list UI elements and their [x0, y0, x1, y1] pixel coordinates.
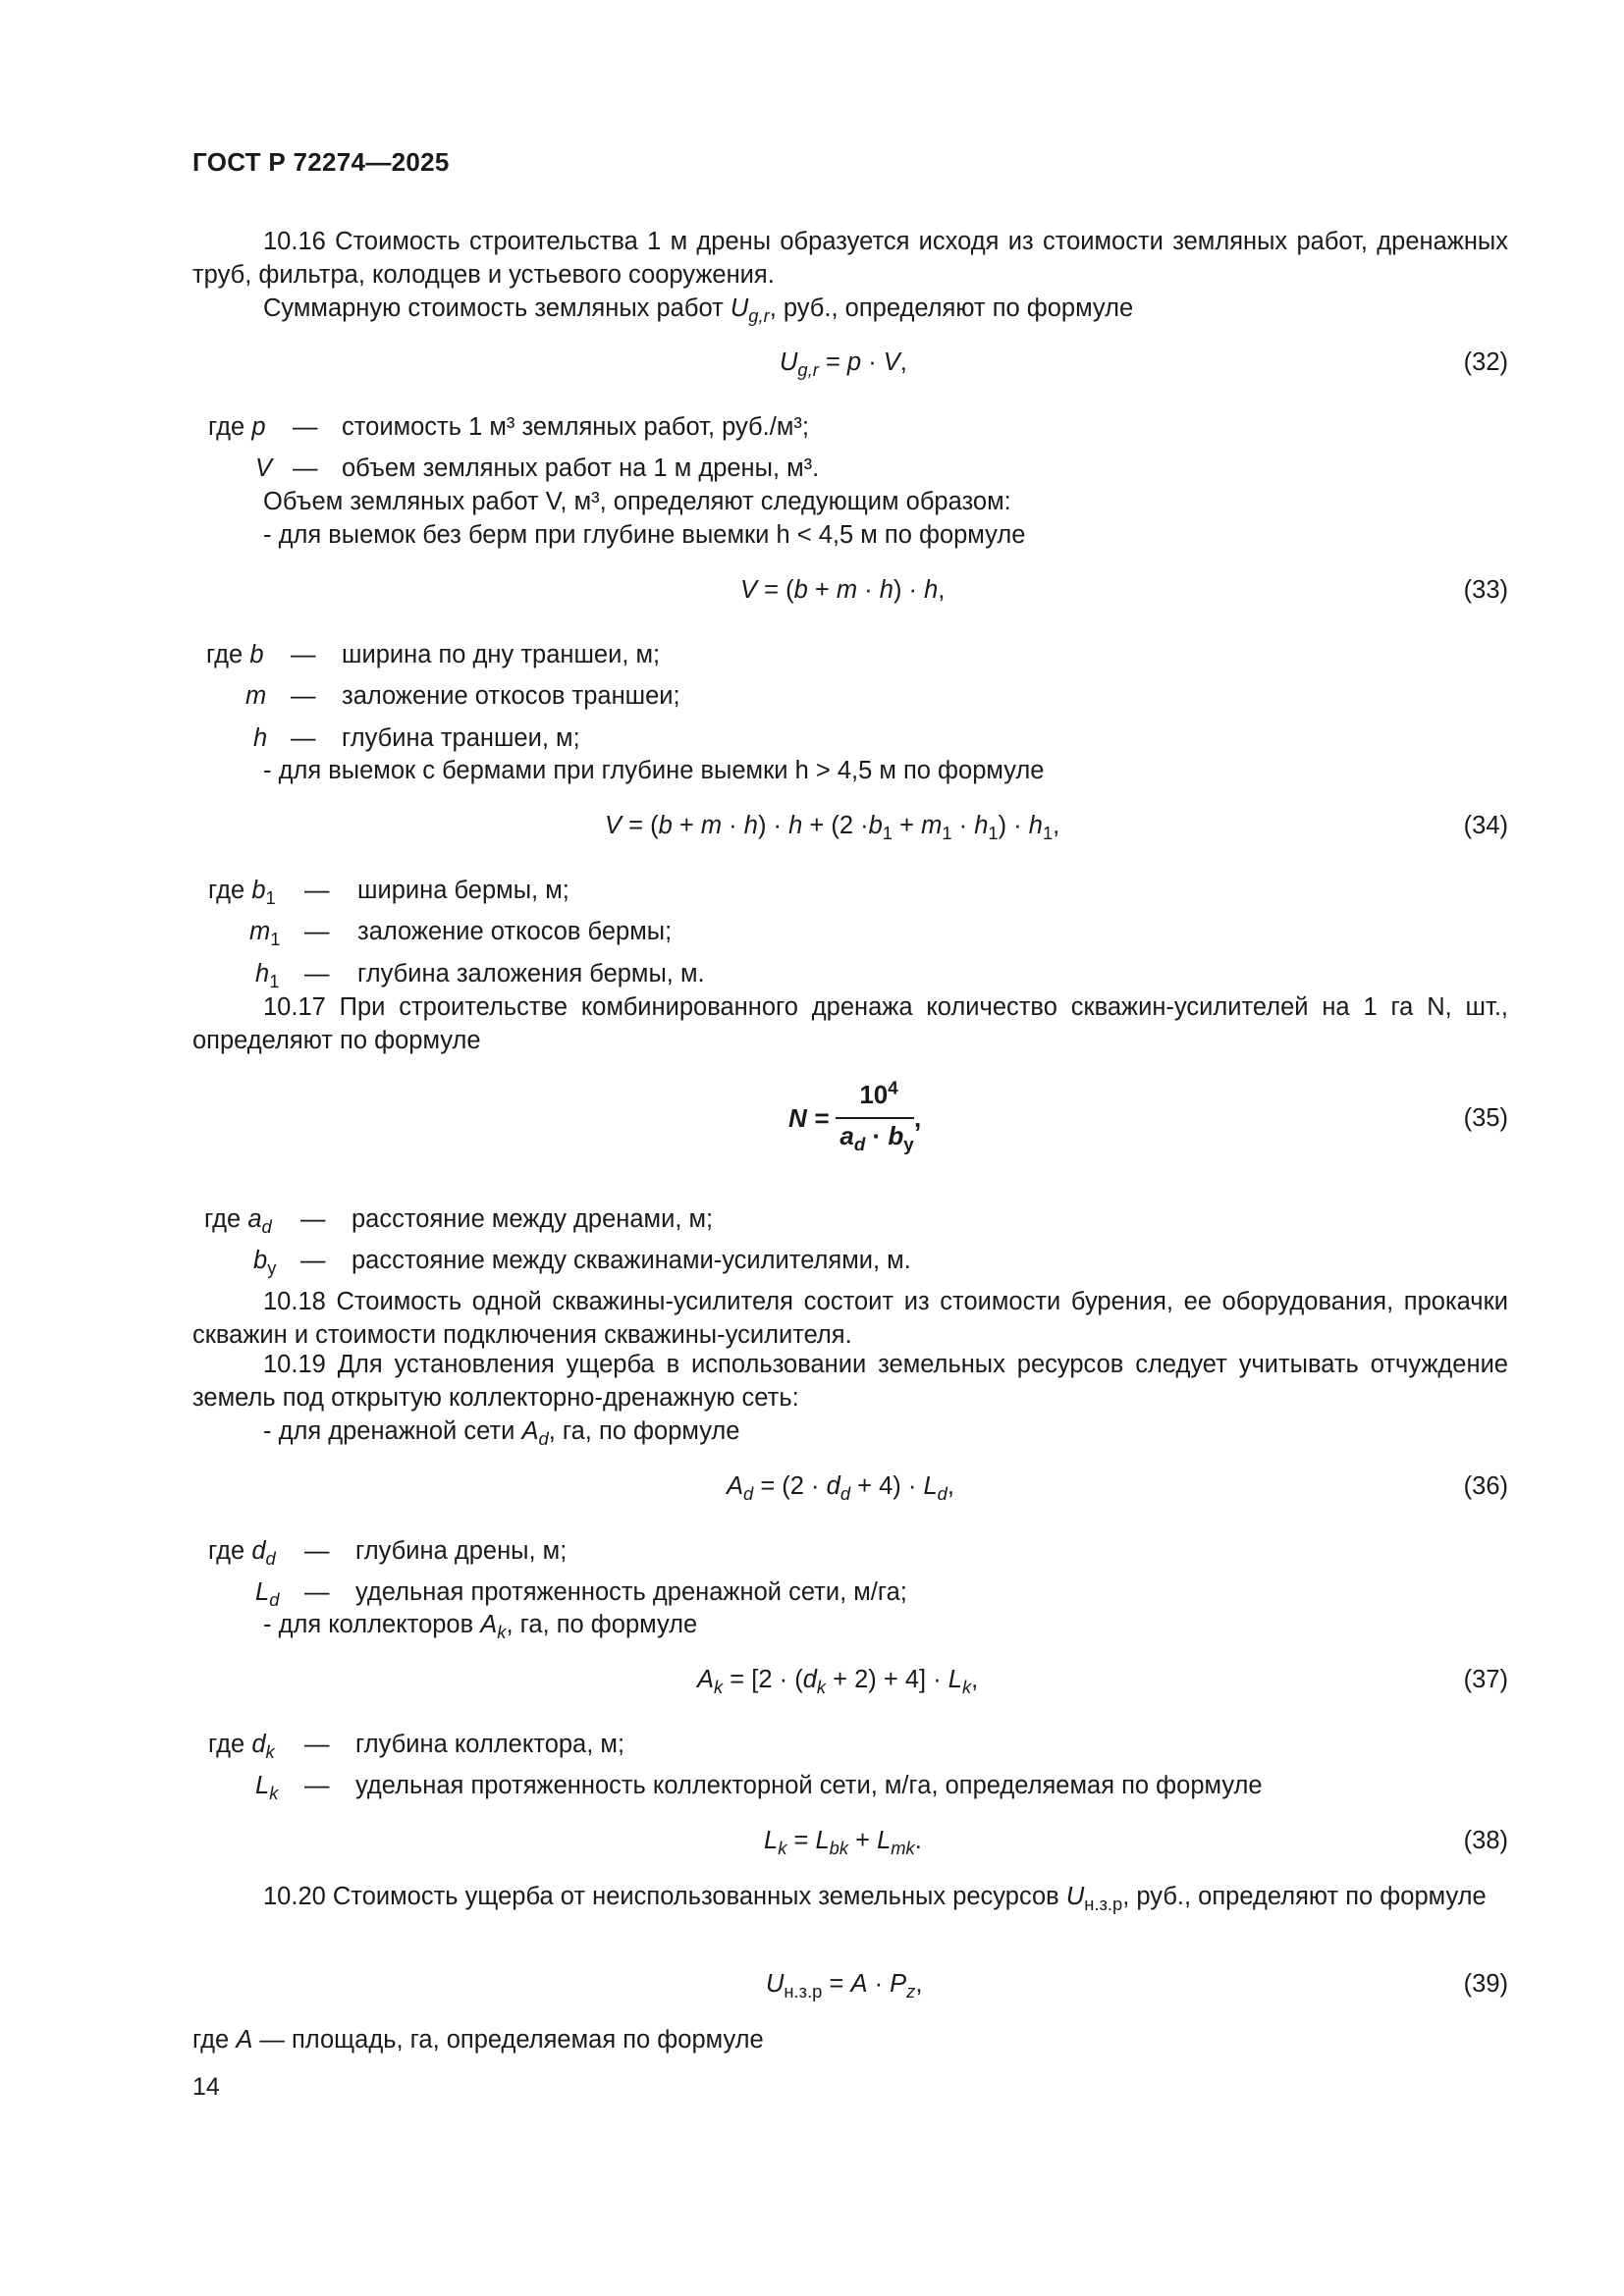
where-dash: — — [304, 877, 330, 904]
paragraph-drain-net: - для дренажной сети $A_d$, га, по формуле — [263, 1417, 740, 1450]
where-h-desc: глубина траншеи, м; — [342, 724, 580, 752]
where-lk-symbol: $L_k$ — [255, 1772, 279, 1804]
where-ld-desc: удельная протяженность дренажной сети, м/га; — [355, 1578, 907, 1606]
where-m-symbol: m — [245, 682, 267, 710]
where-by-symbol: $b_y$ — [253, 1247, 277, 1279]
where-dk-desc: глубина коллектора, м; — [355, 1731, 625, 1758]
where-b-symbol: где b — [206, 641, 264, 668]
formula-35: N = $10^4$ $a_d \cdot b_y$ , — [788, 1077, 922, 1155]
where-dash: — — [304, 1772, 330, 1799]
where-dash: — — [300, 1247, 326, 1274]
where-dd-symbol: где $d_d$ — [208, 1537, 276, 1570]
formula-38: $L_k = L_{bk} + L_{mk}$. — [764, 1827, 922, 1859]
where-b-desc: ширина по дну траншеи, м; — [342, 641, 661, 668]
where-m-desc: заложение откосов траншеи; — [342, 682, 680, 710]
formula-32: $U_{g,r} = p \cdot V$, — [780, 348, 907, 381]
where-b1-desc: ширина бермы, м; — [357, 877, 569, 904]
equation-number-38: (38) — [1463, 1827, 1508, 1854]
where-dash: — — [291, 724, 316, 752]
equation-number-32: (32) — [1463, 348, 1508, 376]
where-m1-symbol: $m_1$ — [249, 918, 281, 950]
formula-33: V = (b + m · h) · h, — [740, 576, 946, 604]
paragraph-volume: Объем земляных работ V, м³, определяют следующим образом: — [263, 488, 1011, 515]
where-dk-symbol: где $d_k$ — [208, 1731, 275, 1763]
paragraph-berm: - для выемок с бермами при глубине выемки h > 4,5 м по формуле — [263, 757, 1045, 784]
where-dash: — — [304, 1731, 330, 1758]
paragraph-10-20: 10.20 Стоимость ущерба от неиспользованных земельных ресурсов $U_{н.з.р}$, руб., определяют по формуле — [263, 1883, 1487, 1915]
where-b1-symbol: где $b_1$ — [208, 877, 276, 909]
where-v-symbol: V — [255, 454, 273, 482]
where-dash: — — [304, 1578, 330, 1606]
paragraph-total-cost: Суммарную стоимость земляных работ $U_{g,r}$, руб., определяют по формуле — [263, 294, 1134, 327]
equation-number-34: (34) — [1463, 812, 1508, 839]
equation-number-39: (39) — [1463, 1970, 1508, 1998]
paragraph-10-18: 10.18 Стоимость одной скважины-усилителя состоит из стоимости бурения, ее оборудования, прокачки скважин и стоимости подключения скважины-усилителя. — [192, 1288, 1508, 1349]
equation-number-37: (37) — [1463, 1666, 1508, 1693]
fraction-bar — [836, 1117, 914, 1119]
where-dash: — — [293, 413, 318, 441]
paragraph-10-16: 10.16 Стоимость строительства 1 м дрены образуется исходя из стоимости земляных работ, дренажных труб, фильтра, колодцев и устьевого сооружения. — [192, 228, 1508, 289]
formula-39: $U_{н.з.р} = A \cdot P_z$, — [766, 1970, 923, 2002]
where-dash: — — [291, 641, 316, 668]
formula-36: $A_d = (2 \cdot d_d + 4) \cdot L_d$, — [727, 1472, 954, 1505]
where-ld-symbol: $L_d$ — [255, 1578, 280, 1611]
where-dash: — — [291, 682, 316, 710]
where-h-symbol: h — [253, 724, 268, 752]
where-h1-desc: глубина заложения бермы, м. — [357, 960, 705, 988]
where-m1-desc: заложение откосов бермы; — [357, 918, 673, 945]
where-dash: — — [293, 454, 318, 482]
page-number: 14 — [192, 2073, 220, 2101]
where-ad-symbol: где $a_d$ — [204, 1205, 272, 1238]
where-dash: — — [300, 1205, 326, 1233]
paragraph-10-19: 10.19 Для установления ущерба в использовании земельных ресурсов следует учитывать отчуждение земель под открытую коллекторно-дренажную сеть: — [192, 1351, 1508, 1412]
where-p-symbol: где p — [208, 413, 266, 441]
where-dash: — — [304, 918, 330, 945]
where-lk-desc: удельная протяженность коллекторной сети, м/га, определяемая по формуле — [355, 1772, 1263, 1799]
equation-number-35: (35) — [1463, 1104, 1508, 1132]
paragraph-collectors: - для коллекторов $A_k$, га, по формуле — [263, 1611, 698, 1643]
equation-number-33: (33) — [1463, 576, 1508, 604]
where-h1-symbol: $h_1$ — [255, 960, 280, 992]
where-a-line: где A — площадь, га, определяемая по формуле — [192, 2026, 764, 2054]
where-p-desc: стоимость 1 м³ земляных работ, руб./м³; — [342, 413, 809, 441]
where-dash: — — [304, 960, 330, 988]
standard-header: ГОСТ Р 72274—2025 — [192, 147, 450, 177]
paragraph-no-berm: - для выемок без берм при глубине выемки h < 4,5 м по формуле — [263, 521, 1026, 549]
equation-number-36: (36) — [1463, 1472, 1508, 1500]
where-v-desc: объем земляных работ на 1 м дрены, м³. — [342, 454, 820, 482]
formula-34: $V = (b + m \cdot h) \cdot h + (2 \cdot b_1 + m_1 \cdot h_1) \cdot h_1$, — [605, 812, 1060, 844]
where-by-desc: расстояние между скважинами-усилителями, м. — [352, 1247, 911, 1274]
where-ad-desc: расстояние между дренами, м; — [352, 1205, 714, 1233]
paragraph-10-17: 10.17 При строительстве комбинированного дренажа количество скважин-усилителей на 1 га N, шт., определяют по формуле — [192, 993, 1508, 1054]
where-dash: — — [304, 1537, 330, 1565]
where-dd-desc: глубина дрены, м; — [355, 1537, 568, 1565]
formula-37: $A_k = [2 \cdot (d_k + 2) + 4] \cdot L_k$, — [697, 1666, 979, 1698]
